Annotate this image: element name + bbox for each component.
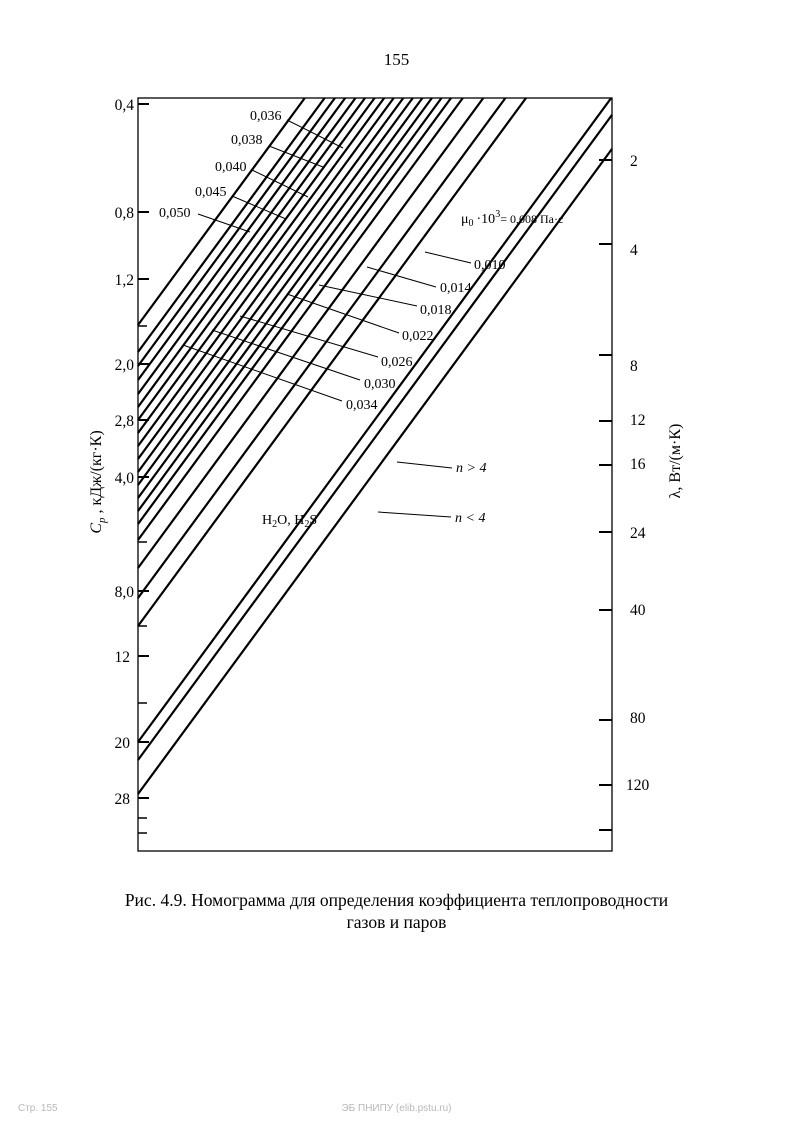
left-tick-label: 20 [114,735,130,752]
leader-line [367,267,436,287]
nomogram-line [138,98,413,472]
curve-label: 0,045 [195,185,227,200]
right-tick-label: 16 [630,456,646,473]
leader-line [425,252,471,263]
footer-page-ref: Стр. 155 [18,1103,58,1114]
left-tick-label: 1,2 [114,272,134,289]
curve-label: 0,040 [215,160,247,175]
right-scale-labels [626,153,650,794]
nomogram-line [138,98,526,626]
viscosity-symbol: μ [461,212,469,227]
right-tick-label: 24 [630,525,646,542]
caption-line-1: Рис. 4.9. Номограмма для определения коэффициента теплопроводности [124,890,669,910]
viscosity-exponent: 3 [495,209,501,220]
leader-lines [183,120,471,517]
formula-part: S [309,513,318,528]
curve-label: 0,010 [474,258,506,273]
n-greater-label: n > 4 [456,461,487,476]
leader-line [240,316,378,357]
formula-subscript: 2 [304,519,310,530]
nomogram-line [138,98,384,433]
water-hydrogen-sulfide-label [262,513,317,530]
left-tick-label: 2,8 [114,413,134,430]
left-tick-label: 8,0 [114,584,134,601]
left-axis-title-units: , кДж/(кг·К) [88,430,105,518]
viscosity-subscript: 0 [468,218,474,229]
left-tick-label: 4,0 [114,470,134,487]
caption-line-2: газов и паров [346,912,447,932]
curve-label: 0,014 [440,281,472,296]
left-scale-labels [115,97,135,808]
leader-line [397,462,452,468]
viscosity-label [461,209,563,229]
nomogram-line [138,98,432,498]
leader-line [378,512,451,517]
formula-part: O, H [277,513,305,528]
curve-label: 0,038 [231,133,263,148]
page-number: 155 [383,50,410,69]
left-axis-title [88,430,108,533]
right-tick-label: 4 [630,242,638,259]
right-tick-label: 12 [630,412,646,429]
footer-library: ЭБ ПНИПУ (elib.pstu.ru) [341,1103,452,1114]
left-axis-title-symbol: C [88,523,105,534]
nomogram-line [138,98,463,540]
curve-label: 0,026 [381,355,413,370]
right-tick-label: 2 [630,153,638,170]
left-tick-label: 0,4 [114,97,134,114]
viscosity-multiplier: ·10 [476,212,496,227]
right-tick-label: 40 [630,602,646,619]
left-tick-label: 2,0 [114,357,134,374]
figure-caption [60,889,733,933]
curve-label: 0,022 [402,329,434,344]
upper-curve-labels [159,109,282,221]
right-axis-title: λ, Вт/(м·К) [667,423,684,499]
curve-label: 0,050 [159,206,191,221]
curve-label: 0,018 [420,303,452,318]
right-tick-label: 8 [630,358,638,375]
nomogram-line [138,98,505,598]
n-less-label: n < 4 [455,511,486,526]
right-tick-label: 120 [626,777,650,794]
viscosity-value: = 0,008 Па·с [500,212,564,226]
right-scale-ticks [599,160,612,830]
left-tick-label: 12 [114,649,130,666]
right-tick-label: 80 [630,710,646,727]
formula-subscript: 2 [272,519,278,530]
formula-part: H [262,513,273,528]
curve-label: 0,034 [346,398,378,413]
left-tick-label: 28 [114,791,130,808]
left-tick-label: 0,8 [114,205,134,222]
nomogram-line [138,98,451,524]
curve-label: 0,036 [250,109,282,124]
nomogram-lines [138,98,612,794]
curve-label: 0,030 [364,377,396,392]
left-axis-title-subscript: p [96,517,108,524]
nomogram-line [138,98,422,485]
